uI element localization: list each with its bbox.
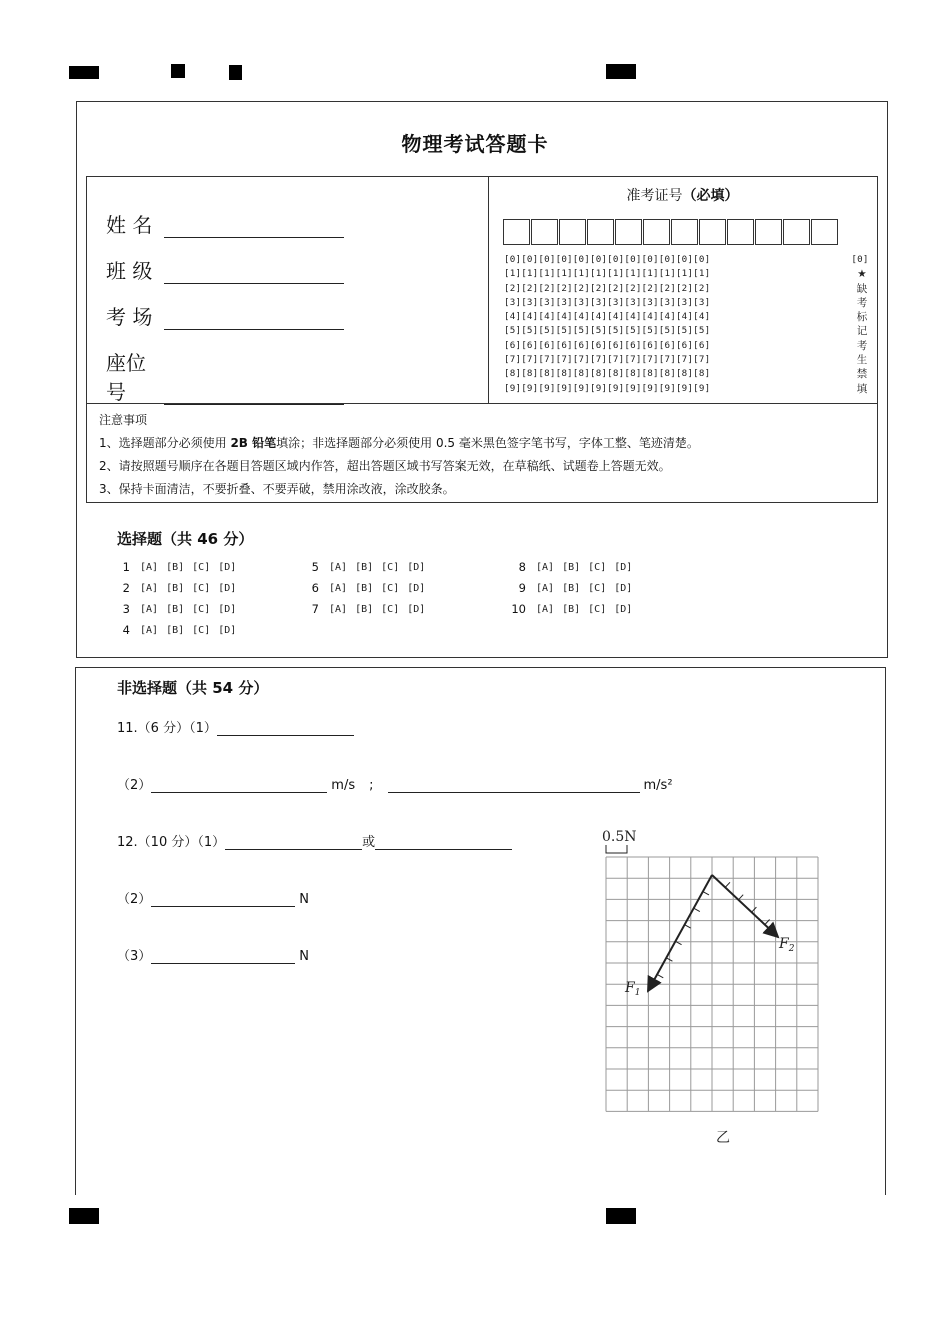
q11-part2: （2） m/s ; m/s² <box>117 778 673 793</box>
absent-note-char: 填 <box>856 382 868 395</box>
bubble-row-9[interactable]: [9][9][9][9][9][9][9][9][9][9][9][9] <box>504 382 711 394</box>
name-field[interactable] <box>106 209 344 238</box>
class-field[interactable] <box>106 255 344 284</box>
digit-cell[interactable] <box>699 219 726 245</box>
absent-note-char: 考 <box>856 296 868 309</box>
mc-options[interactable]: [A] [B] [C] [D] <box>140 624 237 636</box>
note-item-2: 2、请按照题号顺序在各题目答题区域内作答，超出答题区域书写答案无效，在草稿纸、试题卷上答题无效。 <box>99 459 671 473</box>
notes-section <box>99 409 699 501</box>
field-label: 姓 名 <box>106 213 153 237</box>
vector-tick <box>703 892 709 895</box>
bubble-row-3[interactable]: [3][3][3][3][3][3][3][3][3][3][3][3] <box>504 296 711 308</box>
force-diagram <box>595 822 835 1152</box>
q11-part1: 11.（6 分）（1） <box>117 717 354 736</box>
mc-question[interactable]: 2 [A] [B] [C] [D] <box>122 581 237 595</box>
bubble-row-8[interactable]: [8][8][8][8][8][8][8][8][8][8][8][8] <box>504 368 711 380</box>
force-f2-vector <box>712 875 778 937</box>
write-line[interactable] <box>164 382 344 405</box>
scale-label: 0.5N <box>602 829 637 845</box>
digit-cell[interactable] <box>755 219 782 245</box>
figure-caption: 乙 <box>716 1130 730 1146</box>
page-title: 物理考试答题卡 <box>401 132 549 156</box>
force-f1-vector <box>648 875 712 991</box>
exam-number-cells[interactable] <box>503 219 839 245</box>
vector-tick <box>685 925 691 928</box>
mc-options[interactable]: [A] [B] [C] [D] <box>140 561 237 573</box>
absent-note-char: 禁 <box>856 368 868 381</box>
vector-tick <box>694 908 700 911</box>
f2-label: $F_2$ <box>779 936 795 954</box>
answer-line[interactable] <box>217 721 354 736</box>
field-label: 班 级 <box>106 259 153 283</box>
exam-room-field[interactable] <box>106 301 344 330</box>
write-line[interactable] <box>164 261 344 284</box>
field-label: 考 场 <box>106 305 153 329</box>
registration-mark <box>69 1208 99 1224</box>
mc-question[interactable]: 1 [A] [B] [C] [D] <box>122 560 237 574</box>
digit-cell[interactable] <box>587 219 614 245</box>
multiple-choice-heading: 选择题（共 46 分） <box>117 530 254 548</box>
candidate-info-box <box>86 176 878 503</box>
mc-question[interactable]: 4 [A] [B] [C] [D] <box>122 623 237 637</box>
absent-note-char: 标 <box>856 311 868 324</box>
digit-cell[interactable] <box>615 219 642 245</box>
mc-options[interactable]: [A] [B] [C] [D] <box>536 561 633 573</box>
note-item-1: 1、选择题部分必须使用 2B 铅笔填涂；非选择题部分必须使用 0.5 毫米黑色签字笔书写，字体工整、笔迹清楚。 <box>99 436 699 450</box>
notes-heading: 注意事项 <box>99 413 148 427</box>
digit-cell[interactable] <box>783 219 810 245</box>
mc-options[interactable]: [A] [B] [C] [D] <box>140 582 237 594</box>
mc-question[interactable]: 6 [A] [B] [C] [D] <box>311 581 426 595</box>
mc-options[interactable]: [A] [B] [C] [D] <box>329 561 426 573</box>
mc-options[interactable]: [A] [B] [C] [D] <box>140 603 237 615</box>
q12-part1: 12.（10 分）（1） 或 <box>117 831 512 850</box>
mc-question[interactable]: 10 [A] [B] [C] [D] <box>511 602 633 616</box>
mc-options[interactable]: [A] [B] [C] [D] <box>536 582 633 594</box>
answer-line[interactable] <box>151 778 327 793</box>
divider <box>488 177 489 403</box>
grid <box>606 857 818 1111</box>
field-label: 座位号 <box>106 351 146 404</box>
absent-note-char: 考 <box>856 339 868 352</box>
digit-cell[interactable] <box>643 219 670 245</box>
mc-question[interactable]: 7 [A] [B] [C] [D] <box>311 602 426 616</box>
bubble-row-0[interactable]: [0][0][0][0][0][0][0][0][0][0][0][0] <box>504 254 711 265</box>
absent-note-char: 记 <box>856 325 868 338</box>
registration-mark <box>171 64 185 78</box>
digit-cell[interactable] <box>503 219 530 245</box>
q12-part3: （3） N <box>117 949 310 964</box>
registration-mark <box>69 66 99 79</box>
absent-note-char: 缺 <box>856 282 868 295</box>
absent-note-char: 生 <box>856 354 868 367</box>
exam-number-title: 准考证号（必填） <box>626 188 739 204</box>
absent-note <box>854 267 870 396</box>
digit-cell[interactable] <box>727 219 754 245</box>
note-item-3: 3、保持卡面清洁，不要折叠、不要弄破，禁用涂改液，涂改胶条。 <box>99 482 455 496</box>
vector-tick <box>725 882 730 887</box>
bubble-row-5[interactable]: [5][5][5][5][5][5][5][5][5][5][5][5] <box>504 325 711 337</box>
bubble-row-2[interactable]: [2][2][2][2][2][2][2][2][2][2][2][2] <box>504 282 711 294</box>
digit-cell[interactable] <box>811 219 838 245</box>
f1-label: $F_1$ <box>625 980 641 998</box>
scale-bracket <box>606 845 627 853</box>
answer-line[interactable] <box>151 892 295 907</box>
mc-options[interactable]: [A] [B] [C] [D] <box>329 603 426 615</box>
answer-line[interactable] <box>375 835 512 850</box>
mc-options[interactable]: [A] [B] [C] [D] <box>329 582 426 594</box>
mc-question[interactable]: 9 [A] [B] [C] [D] <box>518 581 633 595</box>
bubble-row-4[interactable]: [4][4][4][4][4][4][4][4][4][4][4][4] <box>504 311 711 323</box>
mc-options[interactable]: [A] [B] [C] [D] <box>536 603 633 615</box>
answer-line[interactable] <box>151 949 295 964</box>
bubble-row-1[interactable]: [1][1][1][1][1][1][1][1][1][1][1][1] <box>504 268 711 280</box>
vector-tick <box>657 974 663 977</box>
absent-bubble[interactable]: [0] <box>851 254 869 265</box>
digit-cell[interactable] <box>559 219 586 245</box>
mc-question[interactable]: 5 [A] [B] [C] [D] <box>311 560 426 574</box>
bubble-row-7[interactable]: [7][7][7][7][7][7][7][7][7][7][7][7] <box>504 354 711 366</box>
exam-number-bubbles[interactable] <box>504 253 710 396</box>
registration-mark <box>606 64 636 79</box>
mc-question[interactable]: 3 [A] [B] [C] [D] <box>122 602 237 616</box>
mc-question[interactable]: 8 [A] [B] [C] [D] <box>518 560 633 574</box>
answer-line[interactable] <box>388 778 640 793</box>
write-line[interactable] <box>164 215 344 238</box>
seat-number-field[interactable] <box>106 347 344 405</box>
registration-mark <box>229 65 242 80</box>
absent-note-char: ★ <box>857 268 867 281</box>
write-line[interactable] <box>164 307 344 330</box>
q12-part2: （2） N <box>117 892 310 907</box>
registration-mark <box>606 1208 636 1224</box>
digit-cell[interactable] <box>671 219 698 245</box>
answer-line[interactable] <box>225 835 362 850</box>
free-response-heading: 非选择题（共 54 分） <box>117 679 269 697</box>
bubble-row-6[interactable]: [6][6][6][6][6][6][6][6][6][6][6][6] <box>504 339 711 351</box>
digit-cell[interactable] <box>531 219 558 245</box>
absent-mark-column <box>851 253 870 396</box>
